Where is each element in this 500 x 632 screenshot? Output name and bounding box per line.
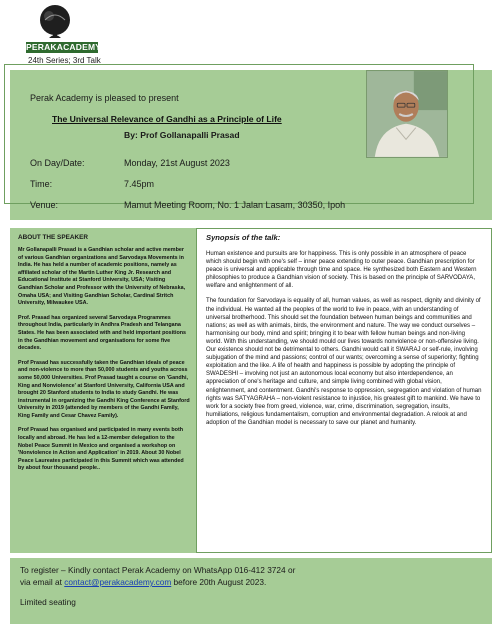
about-paragraph-4: Prof Prasad has organised and participated in many events both locally and abroad. He has led a 12-member delegation to the Nobel Peace Summit in Mexico and organised a workshop on 'Nonviolence in Action and Application' in 2019. About 30 Nobel Peace Laureates participated in this Summit which was attended by about four thousand people.. [18, 427, 184, 472]
series-label: 24th Series; 3rd Talk [28, 56, 101, 65]
synopsis-heading: Synopsis of the talk: [206, 233, 281, 242]
event-details-panel [10, 70, 492, 220]
speaker-byline: By: Prof Gollanapalli Prasad [124, 130, 240, 140]
about-speaker-panel [10, 228, 198, 553]
contact-email-link[interactable]: contact@perakacademy.com [64, 577, 172, 587]
about-paragraph-2: Prof. Prasad has organized several Sarvodaya Programmes throughout India, particularly in Andhra Pradesh and Telangana States. He has been associated with and held important positions in the Gandhian movement and organisations for some five decades. [18, 314, 187, 352]
limited-seating-note: Limited seating [20, 597, 76, 607]
about-paragraph-1: Mr Gollanapalli Prasad is a Gandhian scholar and active member of various Gandhian organizations and Sarvodaya Movements in India. He has held a number of academic positions, namely as affiliated scholar of the Martin Luther King Jr. Research and Educational Institute at Stanford University, USA; Visiting Gandhian Scholar and Professor with the University of Nebraska, Omaha USA; and Visiting Gandhian Scholar, Cardinal Stritch University, Milwaukee USA. [18, 247, 186, 307]
header [0, 0, 500, 74]
registration-footer [10, 558, 492, 624]
about-paragraph-3: Prof Prasad has successfully taken the Gandhian ideals of peace and non-violence to more than 50,000 students and youths across some 50,000 Universities. Prof Prasad taught a course on 'Gandhi, King and Nonviolence' at Stanford University, California USA and brought 20 Stanford students to India to study Gandhi. He was instrumental in organizing the Gandhi King Conference at Stanford University in 2019 (attended by members of the Gandhi Family, King Family and Cesar Chavez Family). [18, 359, 190, 419]
register-line-2-suffix: before 20th August 2023. [171, 577, 267, 587]
date-label: On Day/Date: [30, 158, 85, 168]
time-value: 7.45pm [124, 179, 155, 189]
brand-logo-text: PERAKACADEMY [26, 42, 102, 52]
tree-logo-icon [35, 4, 75, 42]
talk-title: The Universal Relevance of Gandhi as a Principle of Life [52, 114, 282, 124]
venue-value: Mamut Meeting Room, No. 1 Jalan Lasam, 30350, Ipoh [124, 200, 346, 210]
register-line-2-prefix: via email at [20, 577, 65, 587]
venue-label: Venue: [30, 200, 59, 210]
register-line-2 [20, 576, 482, 588]
intro-text: Perak Academy is pleased to present [30, 93, 179, 103]
time-label: Time: [30, 179, 53, 189]
date-value: Monday, 21st August 2023 [124, 158, 230, 168]
synopsis-paragraph-2: The foundation for Sarvodaya is equality of all, human values, as well as respect, dignity and divinity of the individual. He wanted all the peoples of the world to live in peace, with an understanding of universal brotherhood. This should set the foundation between human beings and communities and nations; as well as with animals, birds, the environment and nature. The way we conduct ourselves – harmonising our body, mind and spirit; bringing it to bear with fellow human beings and non-living world. With this understanding, we should mould our lives towards nonviolence or non-offensive living. Our existence should not be detrimental to others. Gandhi would call it SWARAJ or self-rule, involving subjugation of the mind and passions; control of our wants; overcoming a sense of superiority; fighting exploitation and the like. A life of health and happiness is possible by adopting the principle of SWADESHI – involving not just an autonomous local economy but also interdependence, an appreciation of one's heritage and culture, and simple living combined with global vision, enlightenment, and contentment. Gandhi's response to oppression, segregation and violation of human rights was SATYAGRAHA – non-violent resistance to injustice, his greatest gift to mankind. We have to work for a society free from greed, violence, war, crime, discrimination, segregation, insults, humiliations, religious fundamentalism, corruption and environmental degradation. A relook at and adoption of the Gandhian model is necessary to save our planet and humanity. [206, 298, 482, 426]
synopsis-panel [196, 228, 492, 553]
speaker-portrait-icon [367, 71, 447, 157]
register-line-1: To register – Kindly contact Perak Academy on WhatsApp 016-412 3724 or [20, 565, 296, 575]
about-speaker-heading: ABOUT THE SPEAKER [18, 234, 88, 241]
speaker-photo [366, 70, 448, 158]
synopsis-paragraph-1: Human existence and pursuits are for happiness. This is only possible in an atmosphere of peace which should begin with one's self – inner peace extending to outer peace. Gandhian prescription for peace is universal and applicable through time and space. He synthesized both Eastern and Western philosophies to produce a Gandhian vision of society. This is based on the principle of SARVODAYA, welfare and enlightenment of all. [206, 251, 477, 290]
